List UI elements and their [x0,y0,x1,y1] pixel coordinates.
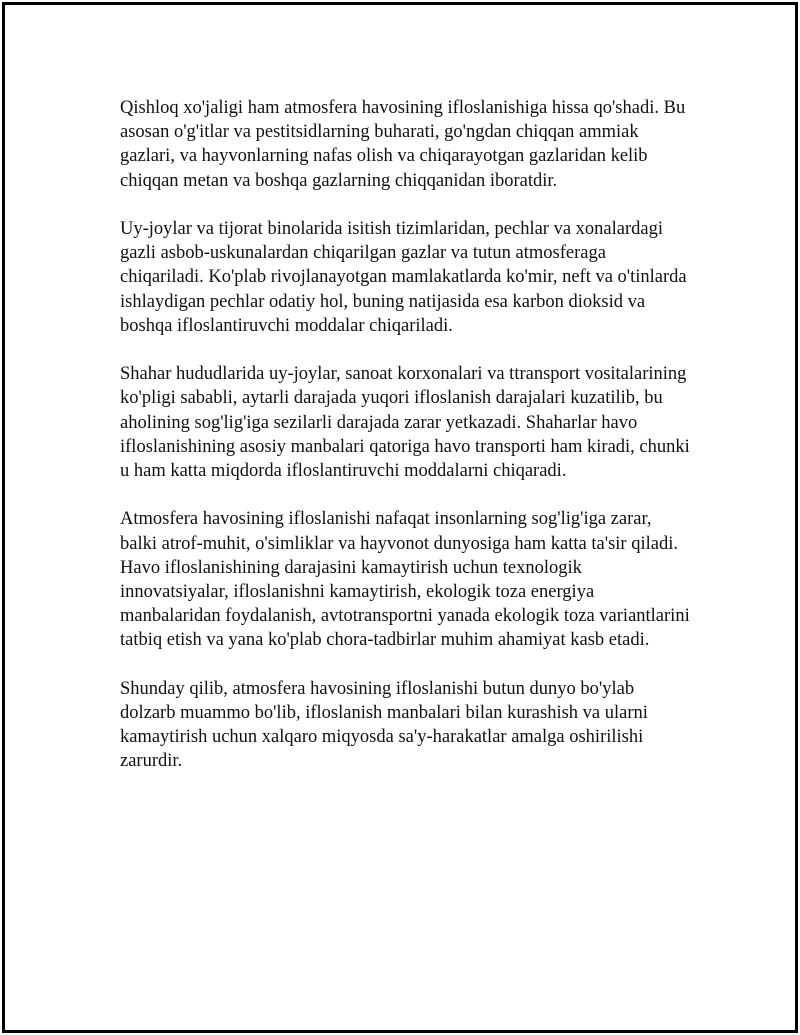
paragraph-urban: Shahar hududlarida uy-joylar, sanoat korxonalari va ttransport vositalarining ko'pligi sababli, aytarli darajada yuqori ifloslanish darajalari kuzatilib, bu aholining sog'lig'iga sezilarli darajada zarar yetkazadi. Shaharlar havo ifloslanishining asosiy manbalari qatoriga havo transporti ham kiradi, chunki u ham katta miqdorda ifloslantiruvchi moddalarni chiqaradi. [120,364,690,482]
paragraph-agriculture: Qishloq xo'jaligi ham atmosfera havosining ifloslanishiga hissa qo'shadi. Bu asosan o'g'itlar va pestitsidlarning buharati, go'ngdan chiqqan ammiak gazlari, va hayvonlarning nafas olish va chiqarayotgan gazlaridan kelib chiqqan metan va boshqa gazlarning chiqqanidan iboratdir. [120,98,686,191]
page-frame [2,2,798,1033]
paragraph-impact: Atmosfera havosining ifloslanishi nafaqat insonlarning sog'lig'iga zarar, balki atrof-muhit, o'simliklar va hayvonot dunyosiga ham katta ta'sir qiladi. Havo ifloslanishining darajasini kamaytirish uchun texnologik innovatsiyalar, ifloslanishni kamaytirish, ekologik toza energiya manbalaridan foydalanish, avtotransportni yanada ekologik toza variantlarini tatbiq etish va yana ko'plab chora-tadbirlar muhim ahamiyat kasb etadi. [120,509,690,651]
paragraph-conclusion: Shunday qilib, atmosfera havosining ifloslanishi butun dunyo bo'ylab dolzarb muammo bo'lib, ifloslanish manbalari bilan kurashish va ularni kamaytirish uchun xalqaro miqyosda sa'y-harakatlar amalga oshirilishi zarurdir. [120,678,648,772]
document-body [120,96,700,798]
paragraph-heating: Uy-joylar va tijorat binolarida isitish tizimlaridan, pechlar va xonalardagi gazli asbob-uskunalardan chiqarilgan gazlar va tutun atmosferaga chiqariladi. Ko'plab rivojlanayotgan mamlakatlarda ko'mir, neft va o'tinlarda ishlaydigan pechlar odatiy hol, buning natijasida esa karbon dioksid va boshqa ifloslantiruvchi moddalar chiqariladi. [120,219,687,336]
